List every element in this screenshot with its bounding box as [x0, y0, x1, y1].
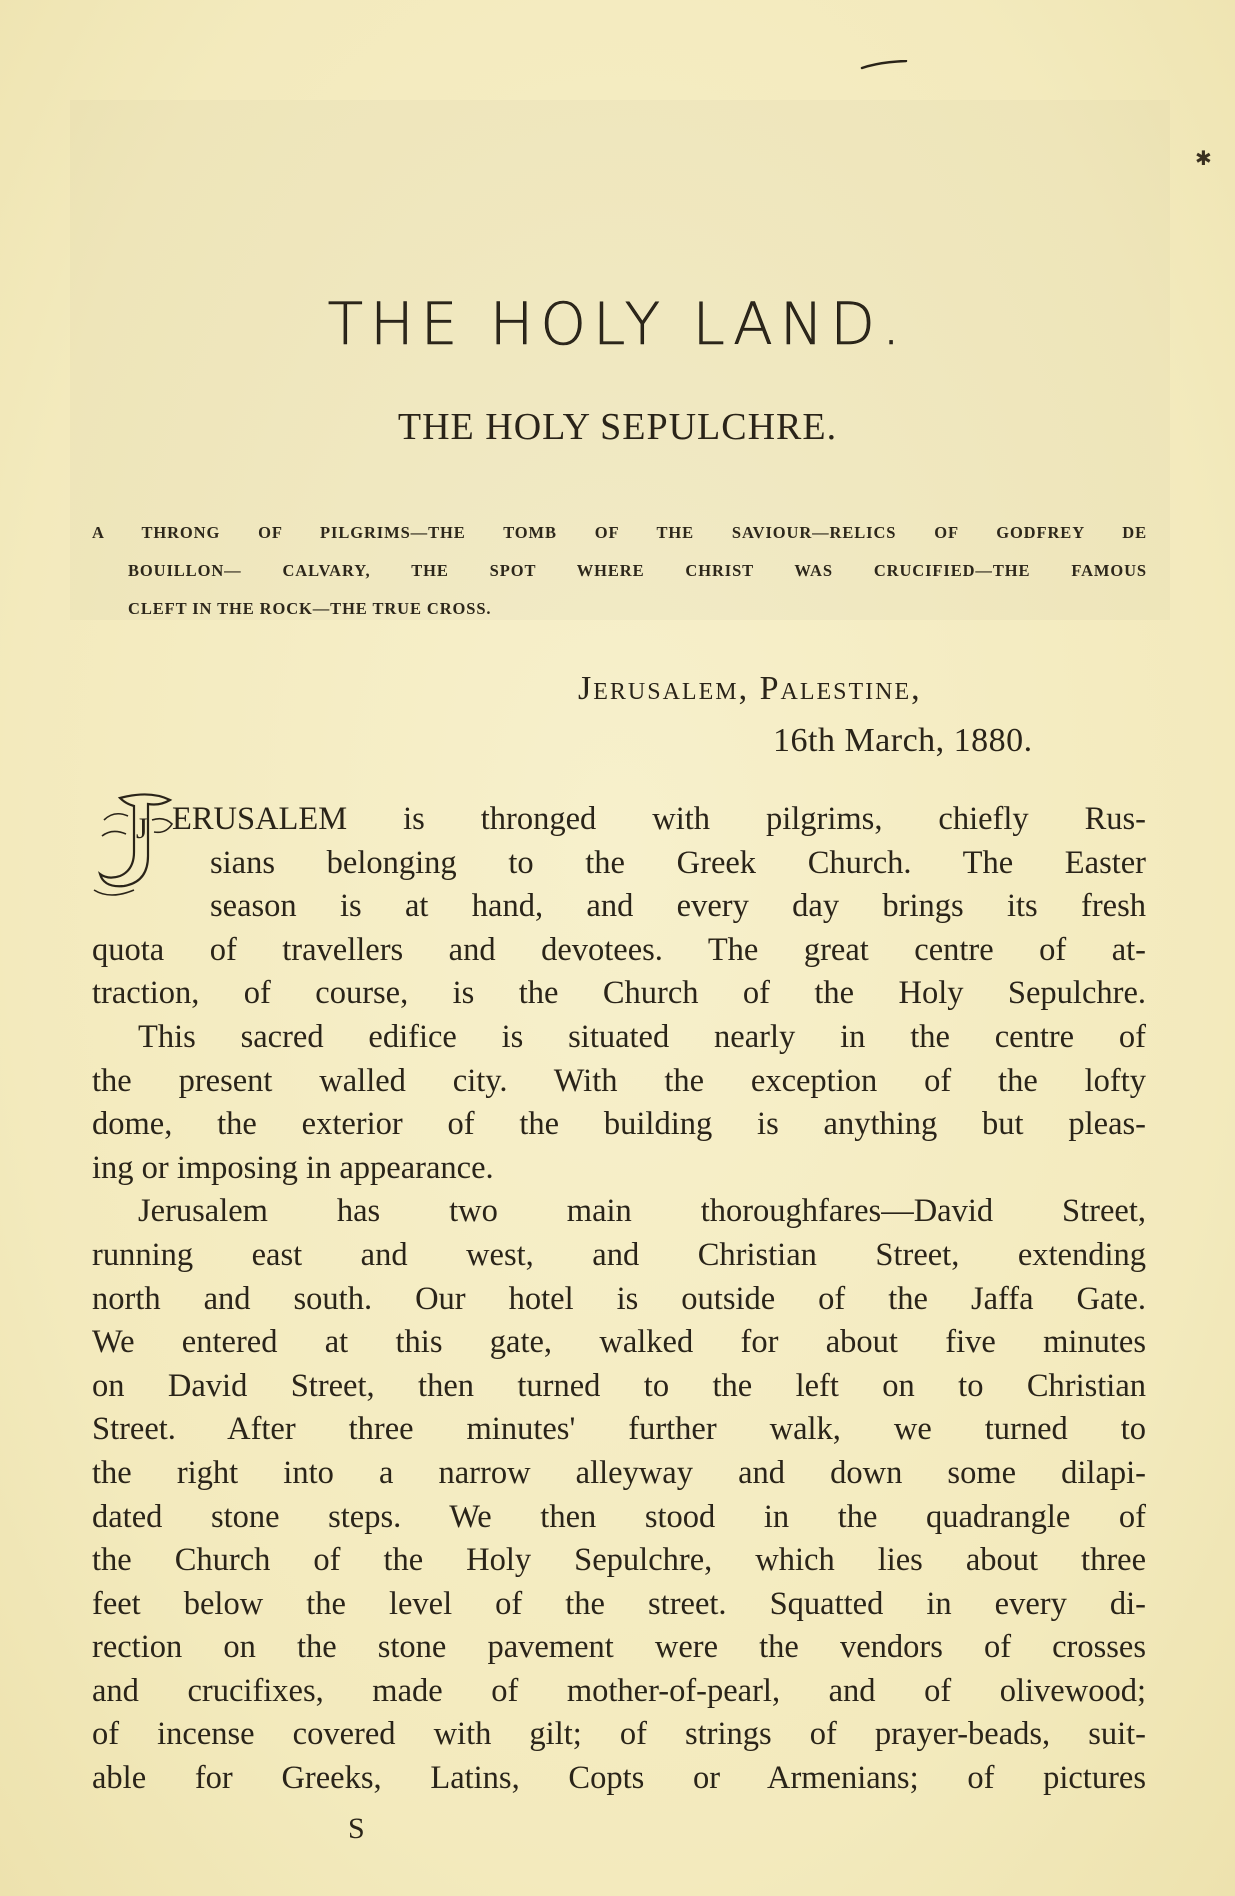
text-line: We entered at this gate, walked for about five minutes — [92, 1324, 1146, 1361]
text-line: traction, of course, is the Church of the Holy Sepulchre. — [92, 975, 1146, 1012]
text-line: quota of travellers and devotees. The great centre of at- — [92, 931, 1146, 968]
text-line: of incense covered with gilt; of strings of prayer-beads, suit- — [92, 1716, 1146, 1753]
summary-line: A THRONG OF PILGRIMS—THE TOMB OF THE SAVIOUR—RELICS OF GODFREY DE — [92, 523, 1147, 542]
summary-line: CLEFT IN THE ROCK—THE TRUE CROSS. — [128, 599, 492, 618]
text-line: season is at hand, and every day brings its fresh — [210, 888, 1146, 925]
dateline-place: Jerusalem, Palestine, — [578, 670, 922, 707]
text-line: the Church of the Holy Sepulchre, which lies about three — [92, 1542, 1146, 1579]
text-line: Street. After three minutes' further walk, we turned to — [92, 1411, 1146, 1448]
text-line: feet below the level of the street. Squatted in every di- — [92, 1585, 1146, 1622]
text-line: sians belonging to the Greek Church. The Easter — [210, 844, 1146, 881]
ink-mark-icon — [860, 60, 908, 70]
text-line: and crucifixes, made of mother-of-pearl, and of olivewood; — [92, 1672, 1146, 1709]
text-line: dated stone steps. We then stood in the quadrangle of — [92, 1498, 1146, 1535]
dateline-date: 16th March, 1880. — [773, 722, 1033, 759]
text-line: rection on the stone pavement were the vendors of crosses — [92, 1629, 1146, 1666]
text-line: ing or imposing in appearance. — [92, 1149, 494, 1186]
dropcap-letter: J — [136, 812, 148, 845]
text-line: dome, the exterior of the building is anything but pleas- — [92, 1106, 1146, 1143]
text-line: the right into a narrow alleyway and down some dilapi- — [92, 1454, 1146, 1491]
text-line: on David Street, then turned to the left on to Christian — [92, 1367, 1146, 1404]
summary-line: BOUILLON— CALVARY, THE SPOT WHERE CHRIST WAS CRUCIFIED—THE FAMOUS — [128, 561, 1147, 580]
asterisk-mark-icon: ✱ — [1195, 146, 1212, 170]
body-text — [92, 798, 1146, 1801]
chapter-subtitle: THE HOLY SEPULCHRE. — [397, 406, 838, 448]
text-line: ERUSALEM is thronged with pilgrims, chiefly Rus- — [172, 801, 1146, 837]
text-line: This sacred edifice is situated nearly in the centre of — [138, 1018, 1146, 1055]
text-line: the present walled city. With the exception of the lofty — [92, 1062, 1146, 1099]
chapter-summary — [92, 514, 1147, 628]
text-line: north and south. Our hotel is outside of the Jaffa Gate. — [92, 1280, 1146, 1317]
signature-mark: S — [348, 1812, 365, 1845]
text-line: Jerusalem has two main thoroughfares—David Street, — [138, 1193, 1146, 1230]
page-title: THE HOLY LAND. — [327, 290, 908, 358]
text-line: running east and west, and Christian Street, extending — [92, 1236, 1146, 1273]
text-line: able for Greeks, Latins, Copts or Armenians; of pictures — [92, 1760, 1146, 1797]
